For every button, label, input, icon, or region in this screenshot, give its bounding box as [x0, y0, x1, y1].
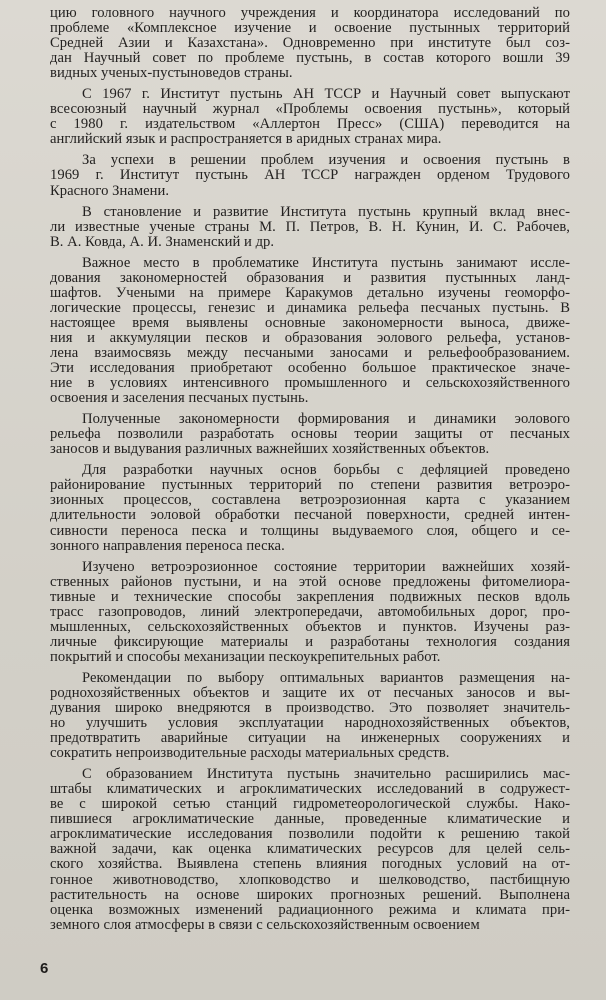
- paragraph: [50, 560, 570, 665]
- text-line: всесоюзный научный журнал «Проблемы освоения пустынь», который: [50, 101, 570, 118]
- text-line: ве с широкой сетью станций гидрометеорологической службы. Нако-: [50, 796, 570, 813]
- text-line: покрытий и способы механизации пескоукрепительных работ.: [50, 648, 441, 665]
- text-line: Средней Азии и Казахстана». Одновременно при институте был соз-: [50, 35, 570, 52]
- text-line: проблеме «Комплексное изучение и освоение пустынных территорий: [50, 20, 570, 37]
- text-line: роднохозяйственных объектов и защите их от песчаных заносов и вы-: [50, 684, 570, 701]
- text-line: заносов и выдувания различных важнейших хозяйственных объектов.: [50, 441, 490, 458]
- text-line: тивные и технические способы закрепления подвижных песков вдоль: [50, 588, 570, 605]
- text-line: освоения и заселения песчаных пустынь.: [50, 390, 309, 407]
- text-line: сивности переноса песка и толщины выдуваемого слоя, общего и се-: [50, 522, 570, 539]
- text-line: рельефа позволили разработать основы теории защиты от песчаных: [50, 426, 570, 443]
- text-line: штабы климатических и агроклиматических исследований в содружест-: [50, 781, 570, 798]
- text-line: дования закономерностей образования и развития пустынных ланд-: [50, 269, 570, 286]
- text-line: дувания широко внедряются в производство. Это позволяет значитель-: [50, 700, 570, 717]
- text-line: ственных районов пустыни, и на этой основе предложены фитомелиора-: [50, 573, 570, 590]
- text-line: мышленных, сельскохозяйственных объектов и пунктов. Изучены раз-: [50, 618, 570, 635]
- text-line: земного слоя атмосферы в связи с сельскохозяйственным освоением: [50, 916, 480, 933]
- text-line: Полученные закономерности формирования и динамики эолового: [82, 411, 570, 428]
- text-line: С образованием Института пустынь значительно расширились мас-: [82, 766, 570, 783]
- text-line: но улучшить условия эксплуатации народнохозяйственных объектов,: [50, 715, 570, 732]
- text-line: цию головного научного учреждения и координатора исследований по: [50, 5, 570, 21]
- text-line: Эти исследования приобретают особенно большое практическое значе-: [50, 360, 570, 377]
- text-line: гонное животноводство, хлопководство и шелководство, пастбищную: [50, 871, 570, 888]
- text-line: шафтов. Учеными на примере Каракумов детально изучены геоморфо-: [50, 284, 570, 301]
- text-line: растительность на основе широких прогнозных решений. Выполнена: [50, 886, 570, 903]
- text-line: личные фиксирующие материалы и разработаны технология создания: [50, 633, 570, 650]
- text-line: настоящее время выявлены основные закономерности выноса, движе-: [50, 314, 570, 331]
- text-line: С 1967 г. Институт пустынь АН ТССР и Научный совет выпускают: [82, 86, 570, 103]
- text-line: пившиеся агроклиматические данные, проведенные климатические и: [50, 811, 570, 828]
- text-line: ния и аккумуляции песков и образования эолового рельефа, установ-: [50, 329, 570, 346]
- paragraph: [50, 412, 570, 457]
- text-line: дан Научный совет по проблеме пустынь, в состав которого вошли 39: [50, 50, 570, 67]
- text-line: Рекомендации по выбору оптимальных вариантов размещения на-: [82, 669, 570, 686]
- paragraph: [50, 205, 570, 250]
- paragraph: [50, 767, 570, 933]
- text-line: ние в условиях интенсивного промышленного и сельскохозяйственного: [50, 375, 570, 392]
- text-line: предотвратить аварийные ситуации на инженерных сооружениях и: [50, 730, 570, 747]
- paragraph: [50, 6, 570, 81]
- text-line: Изучено ветроэрозионное состояние территории важнейших хозяй-: [82, 558, 570, 575]
- paragraph: [50, 671, 570, 761]
- text-line: зонного направления переноса песка.: [50, 537, 285, 554]
- text-line: Важное место в проблематике Института пустынь занимают иссле-: [82, 254, 570, 271]
- paragraph: [50, 463, 570, 553]
- text-line: ского хозяйства. Выявлена степень влияния погодных условий на от-: [50, 856, 570, 873]
- text-line: с 1980 г. издательством «Аллертон Пресс» (США) переводится на: [50, 116, 570, 133]
- text-line: длительности эоловой обработки песчаной поверхности, средней интен-: [50, 507, 570, 524]
- text-line: трасс газопроводов, линий электропередачи, автомобильных дорог, про-: [50, 603, 570, 620]
- body-text: [50, 6, 570, 939]
- text-line: Для разработки научных основ борьбы с дефляцией проведено: [82, 462, 570, 479]
- paragraph: [50, 153, 570, 198]
- text-line: агроклиматические исследования позволили подойти к решению такой: [50, 826, 570, 843]
- text-line: важной задачи, как оценка климатических ресурсов для целей сель-: [50, 841, 570, 858]
- text-line: ли известные ученые страны М. П. Петров, В. Н. Кунин, И. С. Рабочев,: [50, 218, 570, 235]
- text-line: За успехи в решении проблем изучения и освоения пустынь в: [82, 152, 570, 169]
- text-line: видных ученых-пустыноведов страны.: [50, 65, 293, 82]
- text-line: Красного Знамени.: [50, 182, 170, 199]
- text-line: оценка возможных изменений радиационного режима и климата при-: [50, 901, 570, 918]
- text-line: сократить непроизводительные расходы материальных средств.: [50, 745, 450, 762]
- paragraph: [50, 87, 570, 147]
- text-line: 1969 г. Институт пустынь АН ТССР награжден орденом Трудового: [50, 167, 570, 184]
- text-line: лена взаимосвязь между песчаными заносами и рельефообразованием.: [50, 344, 570, 361]
- text-line: зионных процессов, составлена ветроэрозионная карта с указанием: [50, 492, 570, 509]
- text-line: английский язык и распространяется в аридных странах мира.: [50, 131, 442, 148]
- text-line: В. А. Ковда, А. И. Знаменский и др.: [50, 233, 275, 250]
- text-line: логические процессы, генезис и динамика рельефа песчаных пустынь. В: [50, 299, 570, 316]
- page-number: 6: [40, 960, 49, 977]
- paragraph: [50, 256, 570, 406]
- text-line: районирование пустынных территорий по степени развития ветроэро-: [50, 477, 570, 494]
- text-line: В становление и развитие Института пустынь крупный вклад внес-: [82, 203, 570, 220]
